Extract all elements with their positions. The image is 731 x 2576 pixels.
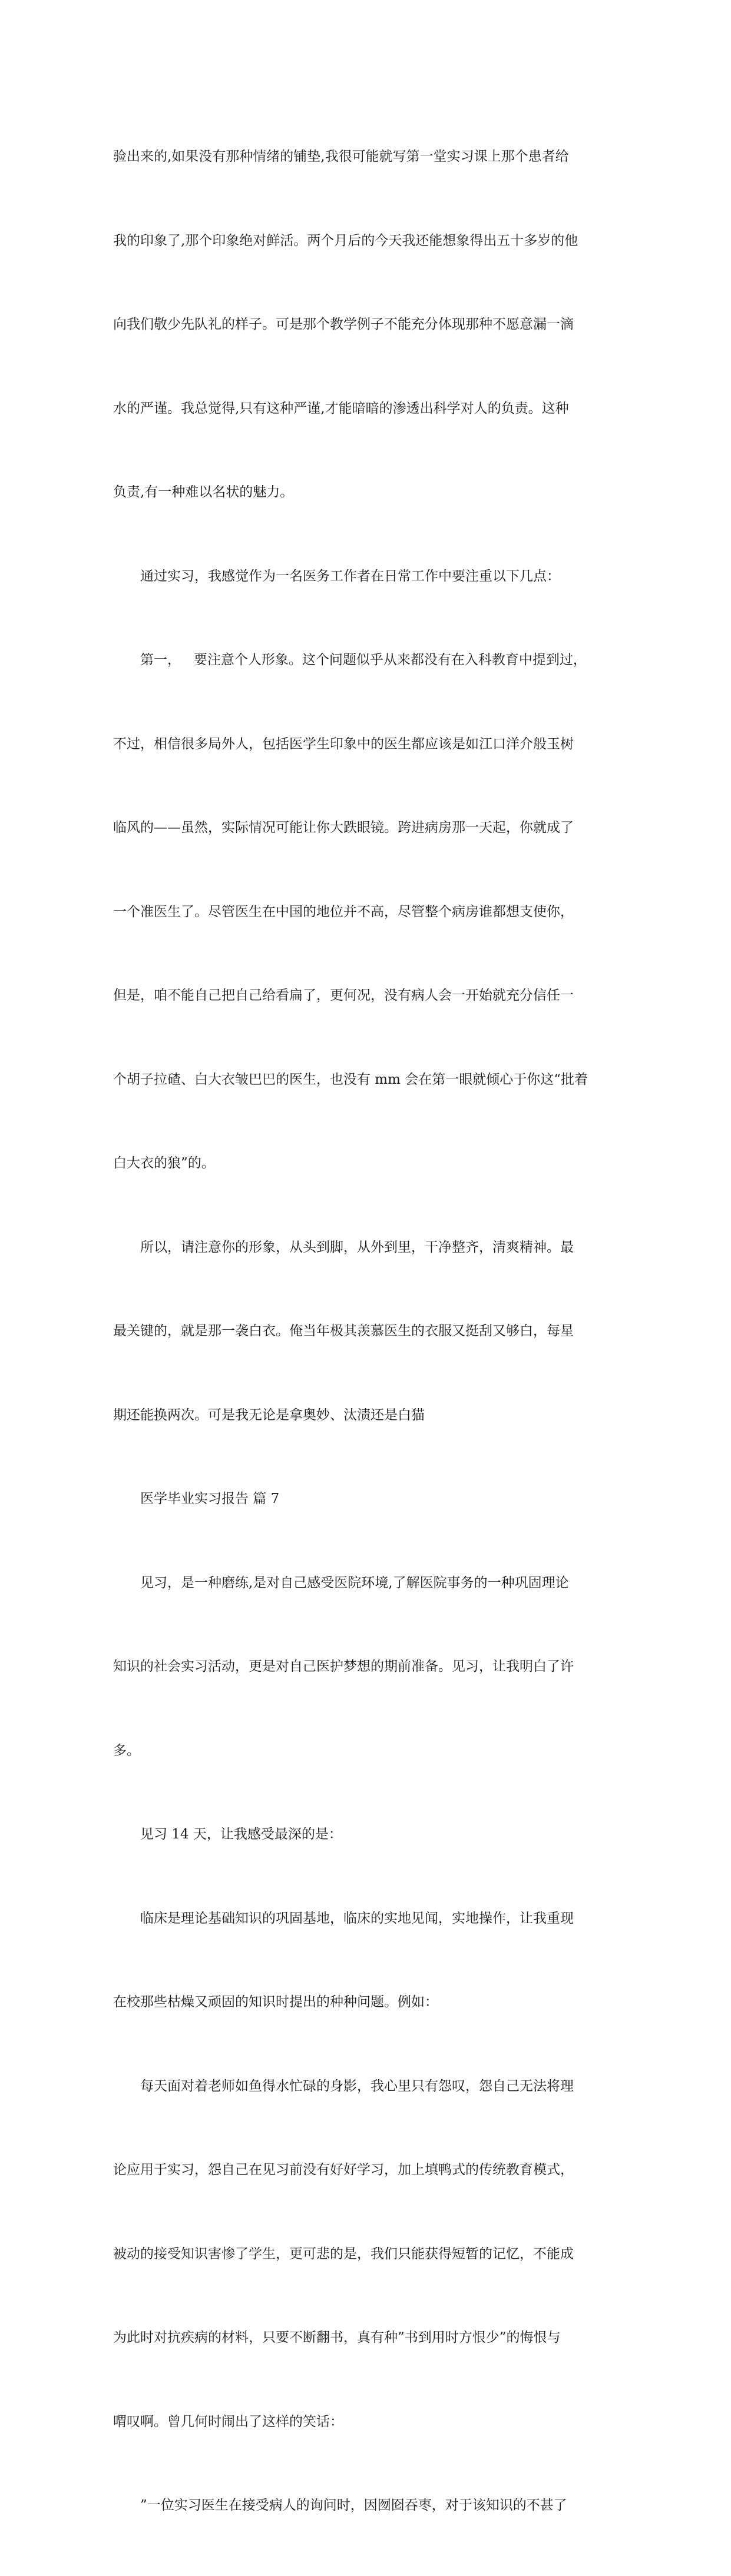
text-line: 知识的社会实习活动，更是对自己医护梦想的期前准备。见习，让我明白了许 [113,1659,574,1674]
text-line: 验出来的,如果没有那种情绪的铺垫,我很可能就写第一堂实习课上那个患者给 [113,149,569,164]
text-line: 见习 14 天，让我感受最深的是： [140,1827,342,1842]
text-line: 多。 [113,1742,140,1758]
text-line: 最关键的，就是那一袭白衣。俺当年极其羡慕医生的衣服又挺刮又够白，每星 [113,1323,574,1339]
text-line: ”一位实习医生在接受病人的询问时，因囫囵吞枣，对于该知识的不甚了 [140,2498,567,2513]
text-line: 喟叹啊。曾几何时闹出了这样的笑话： [113,2414,343,2429]
text-line: 被动的接受知识害惨了学生，更可悲的是，我们只能获得短暂的记忆，不能成 [113,2246,574,2262]
text-line: 期还能换两次。可是我无论是拿奥妙、汰渍还是白猫 [113,1407,425,1423]
text-line: 水的严谨。我总觉得,只有这种严谨,才能暗暗的渗透出科学对人的负责。这种 [113,400,569,416]
text-line: 临风的——虽然，实际情况可能让你大跌眼镜。跨进病房那一天起，你就成了 [113,820,574,835]
text-line: 但是，咱不能自己把自己给看扁了，更何况，没有病人会一开始就充分信任一 [113,988,574,1003]
text-line: 临床是理论基础知识的巩固基地，临床的实地见闻，实地操作，让我重现 [140,1910,574,1926]
text-line: 所以，请注意你的形象，从头到脚，从外到里，干净整齐，清爽精神。最 [140,1239,574,1255]
text-line: 向我们敬少先队礼的样子。可是那个教学例子不能充分体现那种不愿意漏一滴 [113,317,574,332]
text-line: 一个准医生了。尽管医生在中国的地位并不高，尽管整个病房谁都想支使你， [113,904,574,919]
text-line: 不过，相信很多局外人，包括医学生印象中的医生都应该是如江口洋介般玉树 [113,736,574,752]
document-text [113,87,621,2576]
text-line: 个胡子拉碴、白大衣皱巴巴的医生，也没有 mm 会在第一眼就倾心于你这“批着 [113,1071,588,1087]
text-line: 论应用于实习，怨自己在见习前没有好好学习，加上填鸭式的传统教育模式， [113,2162,574,2177]
text-line: 负责,有一种难以名状的魅力。 [113,484,294,500]
text-line: 我的印象了,那个印象绝对鲜活。两个月后的今天我还能想象得出五十多岁的他 [113,233,578,248]
text-line: 见习，是一种磨练,是对自己感受医院环境,了解医院事务的一种巩固理论 [140,1575,569,1591]
document-body [113,87,621,2576]
text-line: 为此时对抗疾病的材料，只要不断翻书，真有种”书到用时方恨少”的悔恨与 [113,2330,561,2345]
section-heading: 医学毕业实习报告 篇 7 [140,1491,280,1506]
text-line: 在校那些枯燥又顽固的知识时提出的种种问题。例如： [113,1994,438,2010]
text-line: 第一， 要注意个人形象。这个问题似乎从来都没有在入科教育中提到过， [140,652,587,668]
text-line: 白大衣的狼”的。 [113,1156,215,1171]
text-line: 每天面对着老师如鱼得水忙碌的身影，我心里只有怨叹，怨自己无法将理 [140,2078,574,2094]
text-line: 通过实习，我感觉作为一名医务工作者在日常工作中要注重以下几点： [140,568,560,584]
